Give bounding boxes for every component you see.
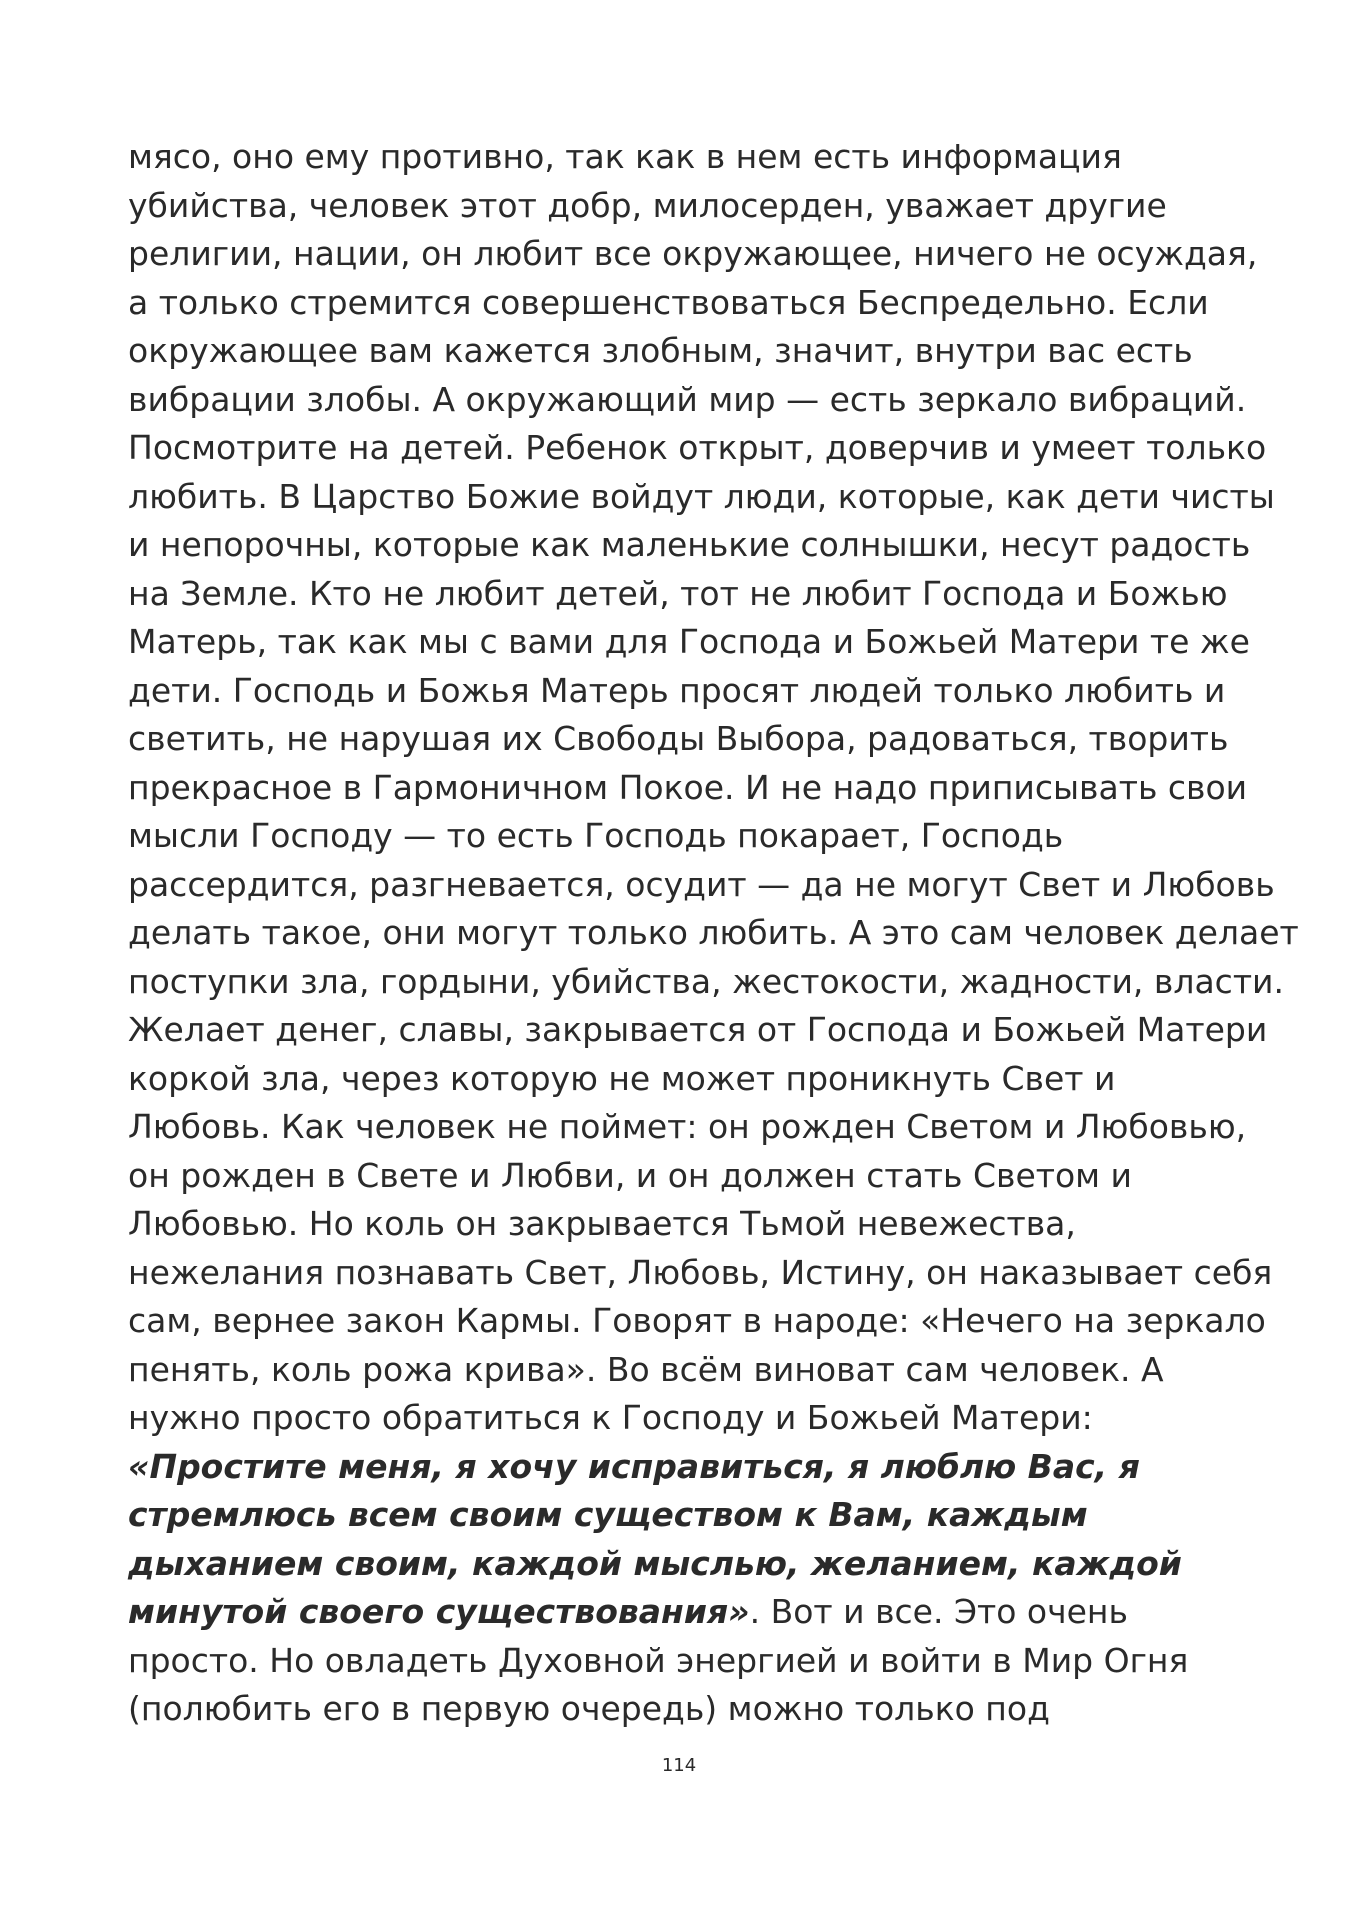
text-line: окружающее вам кажется злобным, значит, внутри вас есть [128,331,1193,370]
prayer-quote-line: дыханием своим, каждой мыслью, желанием, каждой [128,1543,1182,1583]
text-line: просто. Но овладеть Духовной энергией и войти в Мир Огня [128,1640,1189,1680]
page-number: 114 [661,1755,697,1776]
text-line: и непорочны, которые как маленькие солнышки, несут радость [128,525,1251,564]
text-line: прекрасное в Гармоничном Покое. И не надо приписывать свои [128,767,1248,807]
prayer-quote-line: «Простите меня, я хочу исправиться, я люблю Вас, я [128,1446,1140,1486]
text-line: нужно просто обратиться к Господу и Божьей Матери: [128,1398,1093,1437]
text-line: Любовью. Но коль он закрывается Тьмой невежества, [128,1204,1076,1243]
text-line: Матерь, так как мы с вами для Господа и Божьей Матери те же [128,622,1250,661]
text-line: Любовь. Как человек не поймет: он рожден Светом и Любовью, [128,1107,1247,1146]
text-line: пенять, коль рожа крива». Во всём виноват сам человек. А [128,1349,1164,1389]
text-line: рассердится, разгневается, осудит — да не могут Свет и Любовь [128,864,1275,904]
text-line [128,1588,1238,1637]
prayer-quote-line: стремлюсь всем своим существом к Вам, каждым [128,1495,1088,1534]
text-line: религии, нации, он любит все окружающее, ничего не осуждая, [128,234,1258,273]
text-line: любить. В Царство Божие войдут люди, которые, как дети чисты [128,476,1275,516]
text-line: светить, не нарушая их Свободы Выбора, радоваться, творить [128,719,1229,758]
text-line: мысли Господу — то есть Господь покарает, Господь [128,816,1064,855]
text-line: а только стремится совершенствоваться Беспредельно. Если [128,282,1209,322]
text-line: Желает денег, славы, закрывается от Господа и Божьей Матери [128,1010,1268,1049]
text-line-rest: . Вот и все. Это очень [749,1592,1128,1631]
text-line: делать такое, они могут только любить. А это сам человек делает [128,913,1299,952]
text-line: убийства, человек этот добр, милосерден, уважает другие [128,185,1167,225]
text-line: на Земле. Кто не любит детей, тот не любит Господа и Божью [128,573,1228,613]
text-line: дети. Господь и Божья Матерь просят людей только любить и [128,670,1226,710]
text-line: нежелания познавать Свет, Любовь, Истину, он наказывает себя [128,1252,1273,1292]
text-line: вибрации злобы. А окружающий мир — есть зеркало вибраций. [128,379,1247,419]
text-line: коркой зла, через которую не может проникнуть Свет и [128,1058,1116,1098]
text-line: мясо, оно ему противно, так как в нем есть информация [128,137,1122,176]
text-line: (полюбить его в первую очередь) можно только под [128,1689,1050,1728]
text-line: сам, вернее закон Кармы. Говорят в народе: «Нечего на зеркало [128,1301,1266,1340]
text-line: он рожден в Свете и Любви, и он должен стать Светом и [128,1155,1132,1195]
prayer-quote-end: минутой своего существования» [128,1592,750,1631]
text-line: Посмотрите на детей. Ребенок открыт, доверчив и умеет только [128,428,1267,467]
body-text [128,133,1299,1734]
text-line: поступки зла, гордыни, убийства, жестокости, жадности, власти. [128,961,1284,1001]
